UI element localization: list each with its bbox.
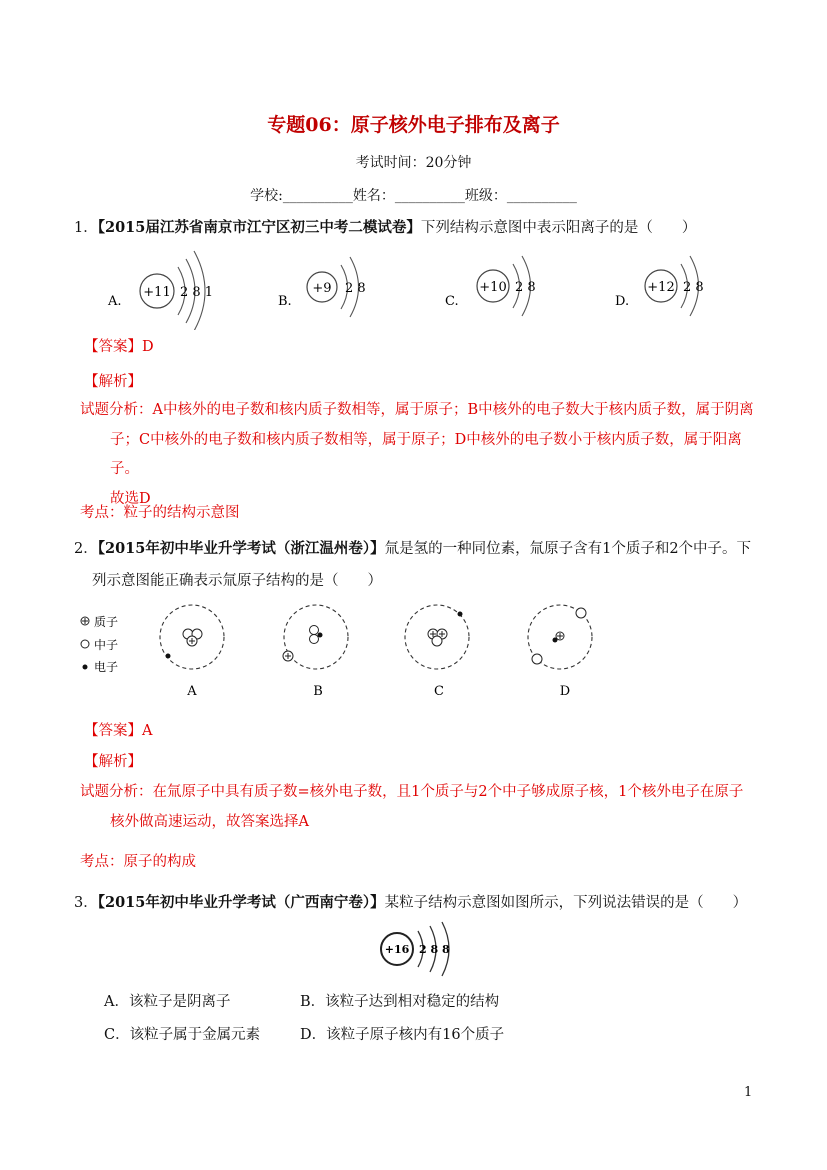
option-letter: B.	[278, 294, 292, 309]
option-letter: A.	[108, 294, 122, 309]
shell-electrons: 2 8 1	[180, 285, 214, 300]
question-number: 3．	[74, 895, 98, 911]
q2-diagrams	[76, 600, 616, 705]
legend-label: 中子	[94, 638, 119, 652]
analysis-line: 试题分析：在氚原子中具有质子数=核外电子数，且1个质子与2个中子够成原子核，1个核外电子在原子	[80, 784, 744, 800]
electron-icon	[83, 665, 88, 670]
q3-option-b: B．该粒子达到相对稳定的结构	[300, 994, 500, 1010]
neutron-icon	[310, 635, 319, 644]
q1-option-c-diagram	[445, 256, 536, 316]
question-3	[74, 891, 747, 912]
q2-answer: 【答案】A	[84, 723, 153, 739]
exam-time: 考试时间：20分钟	[355, 155, 472, 171]
question-number: 2．	[74, 541, 98, 557]
question-source: 【2015届江苏省南京市江宁区初三中考二模试卷】	[97, 219, 421, 236]
q1-option-a-diagram	[107, 251, 213, 330]
q2-analysis-label: 【解析】	[84, 754, 142, 770]
page-number: 1	[744, 1085, 753, 1100]
legend-label: 电子	[94, 660, 119, 674]
q3-option-a: A．该粒子是阴离子	[104, 994, 231, 1010]
question-source: 【2015年初中毕业升学考试（浙江温州卷）】	[97, 540, 385, 557]
q1-answer: 【答案】D	[84, 339, 154, 355]
q1-analysis-label: 【解析】	[84, 374, 142, 390]
option-letter: D	[559, 684, 571, 699]
q3-option-d: D．该粒子原子核内有16个质子	[300, 1027, 505, 1043]
analysis-line: 试题分析：A中核外的电子数和核内质子数相等，属于原子；B中核外的电子数大于核内质子数，属于阴离	[80, 402, 754, 418]
q1-diagrams	[100, 245, 740, 330]
q2-legend	[81, 614, 118, 674]
nucleus-charge: +9	[312, 281, 332, 296]
neutron-icon	[532, 654, 542, 664]
q2-analysis	[80, 778, 770, 837]
question-stem: 某粒子结构示意图如图所示，下列说法错误的是（ ）	[384, 895, 748, 911]
q1-option-b-diagram	[278, 257, 366, 317]
q3-diagram	[375, 918, 465, 980]
question-stem: 下列结构示意图中表示阳离子的是（ ）	[420, 220, 697, 236]
q2-option-b-diagram	[283, 605, 348, 699]
electron-icon	[166, 654, 171, 659]
q1-analysis	[80, 396, 770, 514]
shell-electrons: 2 8	[345, 281, 366, 296]
electron-icon	[553, 638, 558, 643]
shell-electrons: 2 8	[683, 280, 704, 295]
option-letter: C.	[445, 294, 459, 309]
nucleus-charge: +16	[384, 943, 410, 956]
electron-icon	[458, 612, 463, 617]
neutron-icon	[576, 608, 586, 618]
option-letter: C	[434, 684, 444, 699]
shell-electrons: 2 8 8	[419, 943, 450, 956]
neutron-icon	[310, 626, 319, 635]
nucleus-charge: +11	[143, 285, 171, 300]
info-line: 学校:__________姓名：__________班级：__________	[250, 188, 577, 204]
option-letter: B	[313, 684, 323, 699]
question-2-stem-line2: 列示意图能正确表示氚原子结构的是（ ）	[92, 573, 382, 589]
question-1	[74, 216, 696, 237]
q2-option-d-diagram	[528, 605, 592, 699]
electron-icon	[318, 633, 323, 638]
neutron-icon	[432, 636, 442, 646]
nucleus-charge: +10	[479, 280, 507, 295]
analysis-line: 故选D	[110, 490, 151, 507]
option-letter: A	[187, 684, 197, 699]
shell-electrons: 2 8	[515, 280, 536, 295]
q2-option-a-diagram	[160, 605, 224, 699]
option-letter: D.	[615, 294, 630, 309]
question-source: 【2015年初中毕业升学考试（广西南宁卷）】	[97, 894, 385, 911]
q1-option-d-diagram	[615, 256, 704, 316]
q3-option-c: C．该粒子属于金属元素	[104, 1027, 261, 1043]
analysis-line: 子；C中核外的电子数和核内质子数相等，属于原子；D中核外的电子数小于核内质子数，属于阳离子。	[110, 431, 742, 477]
neutron-icon	[81, 640, 89, 648]
legend-label: 质子	[94, 615, 119, 629]
q1-kaodian: 考点：粒子的结构示意图	[80, 505, 240, 521]
question-2	[74, 537, 751, 558]
analysis-line: 核外做高速运动，故答案选择A	[110, 813, 309, 830]
q2-kaodian: 考点：原子的构成	[80, 854, 196, 870]
question-number: 1．	[74, 220, 98, 236]
question-stem: 氚是氢的一种同位素，氚原子含有1个质子和2个中子。下	[384, 541, 752, 557]
page-title: 专题06：原子核外电子排布及离子	[267, 114, 560, 136]
nucleus-charge: +12	[647, 280, 675, 295]
q2-option-c-diagram	[405, 605, 469, 699]
